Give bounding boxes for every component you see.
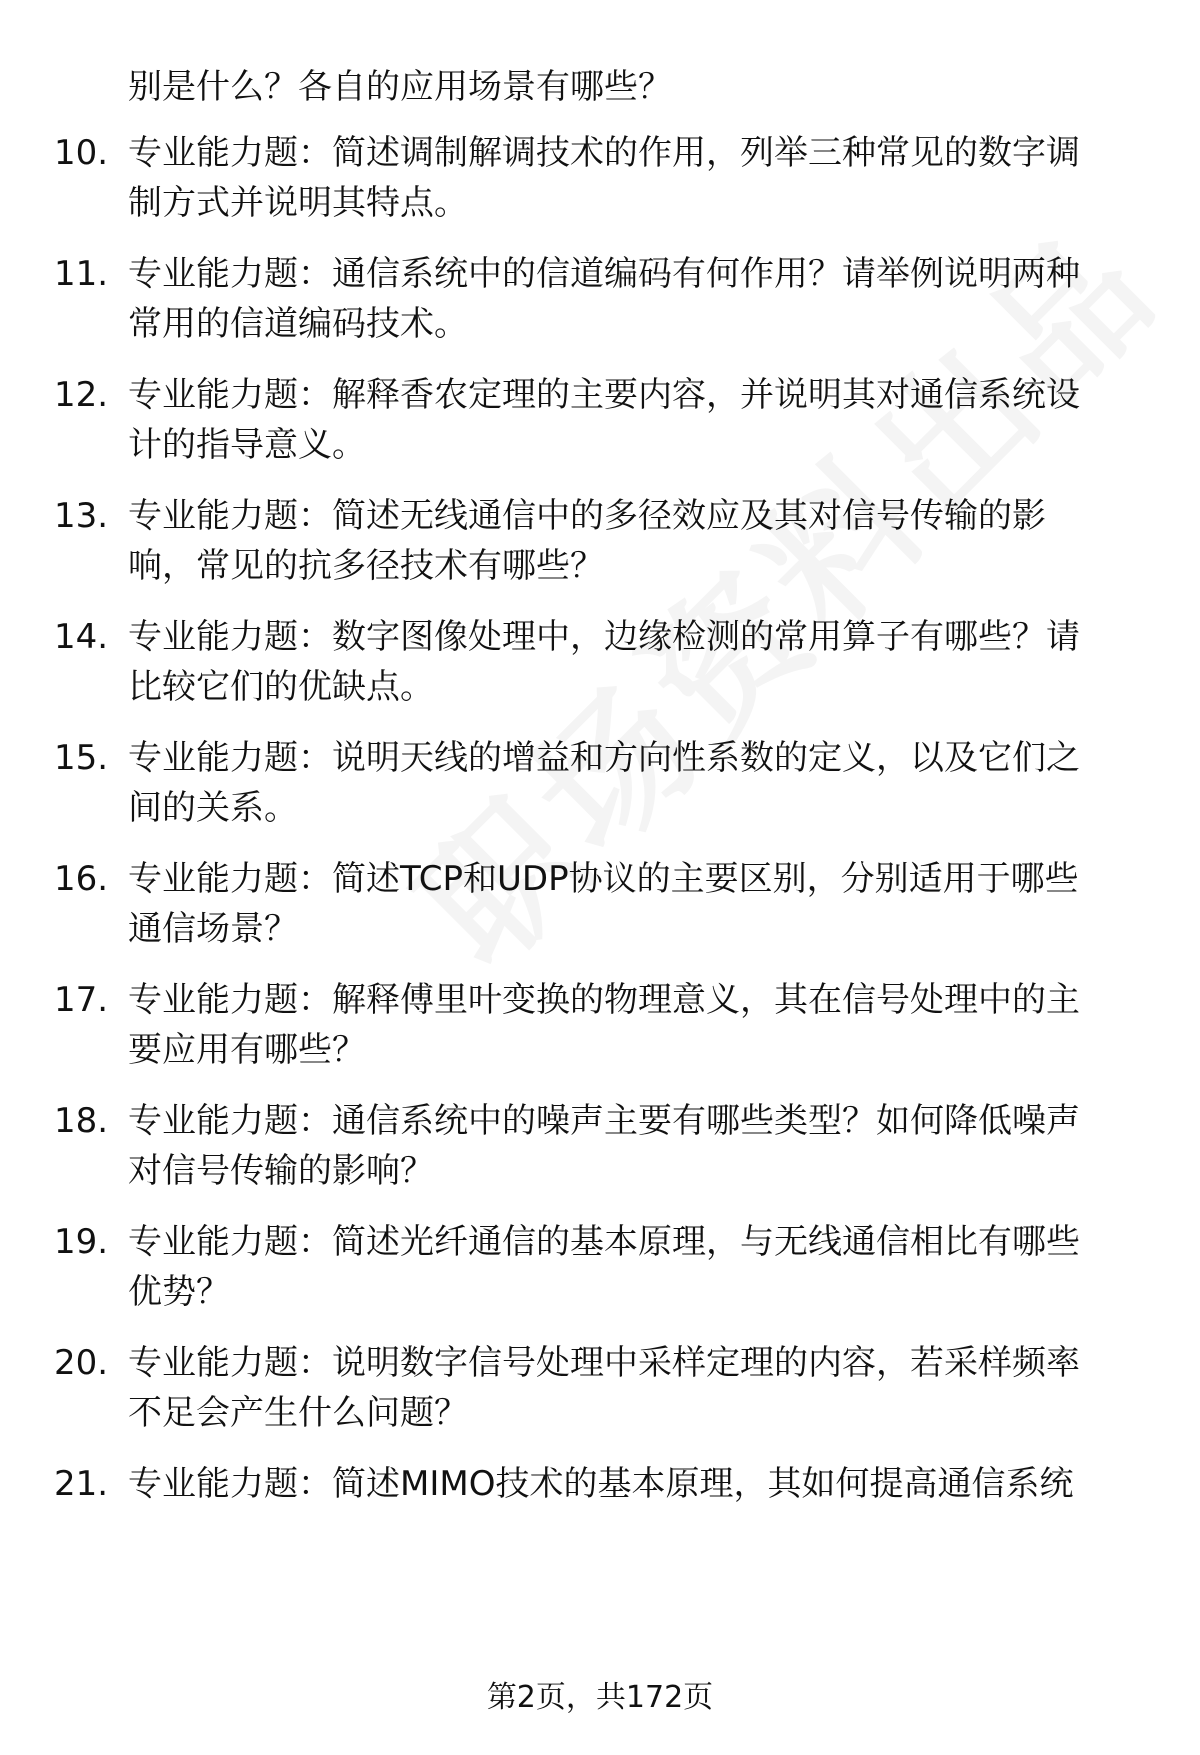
question-line: 比较它们的优缺点。 [128, 667, 434, 707]
question-line: 专业能力题：数字图像处理中，边缘检测的常用算子有哪些？请 [128, 617, 1080, 657]
question-text [128, 1459, 1138, 1509]
question-line: 常用的信道编码技术。 [128, 304, 468, 344]
question-text [128, 1217, 1138, 1317]
question-line: 专业能力题：解释傅里叶变换的物理意义，其在信号处理中的主 [128, 980, 1080, 1020]
continuation-text: 别是什么？各自的应用场景有哪些？ [128, 67, 672, 107]
question-line: 要应用有哪些？ [128, 1030, 366, 1070]
question-number: 16. [54, 859, 109, 899]
question-number: 18. [54, 1101, 109, 1141]
question-line: 专业能力题：解释香农定理的主要内容，并说明其对通信系统设 [128, 375, 1080, 415]
question-text [128, 612, 1138, 712]
question-text [128, 1338, 1138, 1438]
question-text [128, 1096, 1138, 1196]
question-text [128, 854, 1138, 954]
question-line: 通信场景？ [128, 909, 298, 949]
question-line: 专业能力题：通信系统中的信道编码有何作用？请举例说明两种 [128, 254, 1080, 294]
question-number: 11. [54, 254, 109, 294]
question-line: 专业能力题：通信系统中的噪声主要有哪些类型？如何降低噪声 [128, 1101, 1080, 1141]
question-text [128, 249, 1138, 349]
question-number: 13. [54, 496, 109, 536]
question-line: 优势？ [128, 1272, 230, 1312]
question-line: 响，常见的抗多径技术有哪些？ [128, 546, 604, 586]
question-text [128, 370, 1138, 470]
question-line: 专业能力题：简述无线通信中的多径效应及其对信号传输的影 [128, 496, 1046, 536]
question-number: 12. [54, 375, 109, 415]
question-line: 计的指导意义。 [128, 425, 366, 465]
page-footer: 第2页，共172页 [486, 1680, 714, 1715]
question-line: 不足会产生什么问题？ [128, 1393, 468, 1433]
question-text [128, 128, 1138, 228]
question-text [128, 491, 1138, 591]
question-number: 20. [54, 1343, 109, 1383]
question-number: 19. [54, 1222, 109, 1262]
question-line: 专业能力题：说明天线的增益和方向性系数的定义，以及它们之 [128, 738, 1080, 778]
question-line: 制方式并说明其特点。 [128, 183, 468, 223]
question-text [128, 733, 1138, 833]
question-number: 15. [54, 738, 109, 778]
question-number: 10. [54, 133, 109, 173]
question-line: 对信号传输的影响？ [128, 1151, 434, 1191]
question-text [128, 975, 1138, 1075]
question-line: 专业能力题：简述MIMO技术的基本原理，其如何提高通信系统 [128, 1464, 1074, 1504]
question-line: 专业能力题：简述调制解调技术的作用，列举三种常见的数字调 [128, 133, 1080, 173]
question-line: 专业能力题：简述TCP和UDP协议的主要区别，分别适用于哪些 [128, 859, 1079, 899]
question-number: 14. [54, 617, 109, 657]
question-line: 专业能力题：简述光纤通信的基本原理，与无线通信相比有哪些 [128, 1222, 1080, 1262]
question-line: 专业能力题：说明数字信号处理中采样定理的内容，若采样频率 [128, 1343, 1080, 1383]
question-line: 间的关系。 [128, 788, 298, 828]
question-number: 17. [54, 980, 109, 1020]
question-number: 21. [54, 1464, 109, 1504]
